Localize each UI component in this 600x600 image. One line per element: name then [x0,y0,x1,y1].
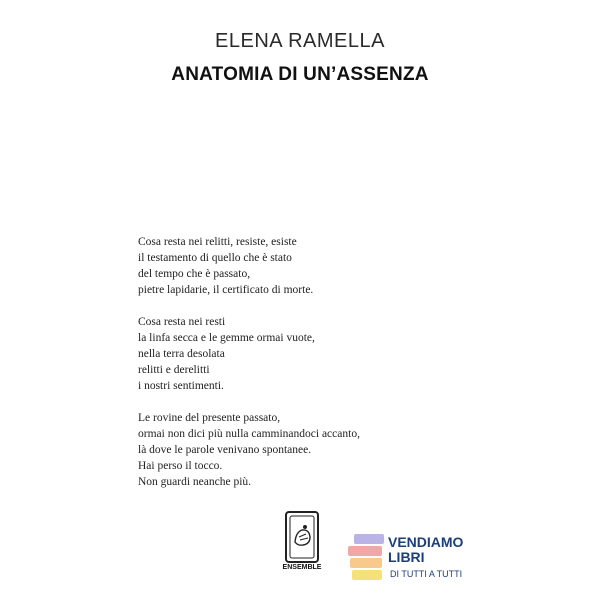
poem-line: Cosa resta nei resti [138,316,226,328]
poem-stanza [138,410,438,490]
poem-line: relitti e derelitti [138,364,210,376]
poem-text [138,234,438,506]
poem-line: i nostri sentimenti. [138,380,224,392]
poem-line: Le rovine del presente passato, [138,412,281,424]
vendiamo-label: VENDIAMO [388,534,464,550]
poem-line: ormai non dici più nulla camminandoci accanto, [138,428,360,440]
vendiamo-tagline: DI TUTTI A TUTTI [390,569,463,579]
book-title: ANATOMIA DI UN’ASSENZA [171,64,429,85]
poem-line: Non guardi neanche più. [138,476,252,488]
libri-label: LIBRI [388,549,425,565]
publisher-name: ENSEMBLE [282,564,322,571]
poem-stanza [138,234,438,298]
vendiamo-libri-logo-icon [346,532,384,584]
poem-line: Hai perso il tocco. [138,460,223,472]
poem-line: nella terra desolata [138,348,225,360]
poem-line: pietre lapidarie, il certificato di morte. [138,284,314,296]
poem-line: il testamento di quello che è stato [138,252,292,264]
vendiamo-libri-wordmark [388,535,463,565]
poem-line: del tempo che è passato, [138,268,251,280]
ensemble-logo-icon [284,510,320,564]
poem-stanza [138,314,438,394]
poem-line: Cosa resta nei relitti, resiste, esiste [138,236,297,248]
poem-line: là dove le parole venivano spontanee. [138,444,312,456]
author-name: ELENA RAMELLA [215,30,385,52]
poem-line: la linfa secca e le gemme ormai vuote, [138,332,315,344]
